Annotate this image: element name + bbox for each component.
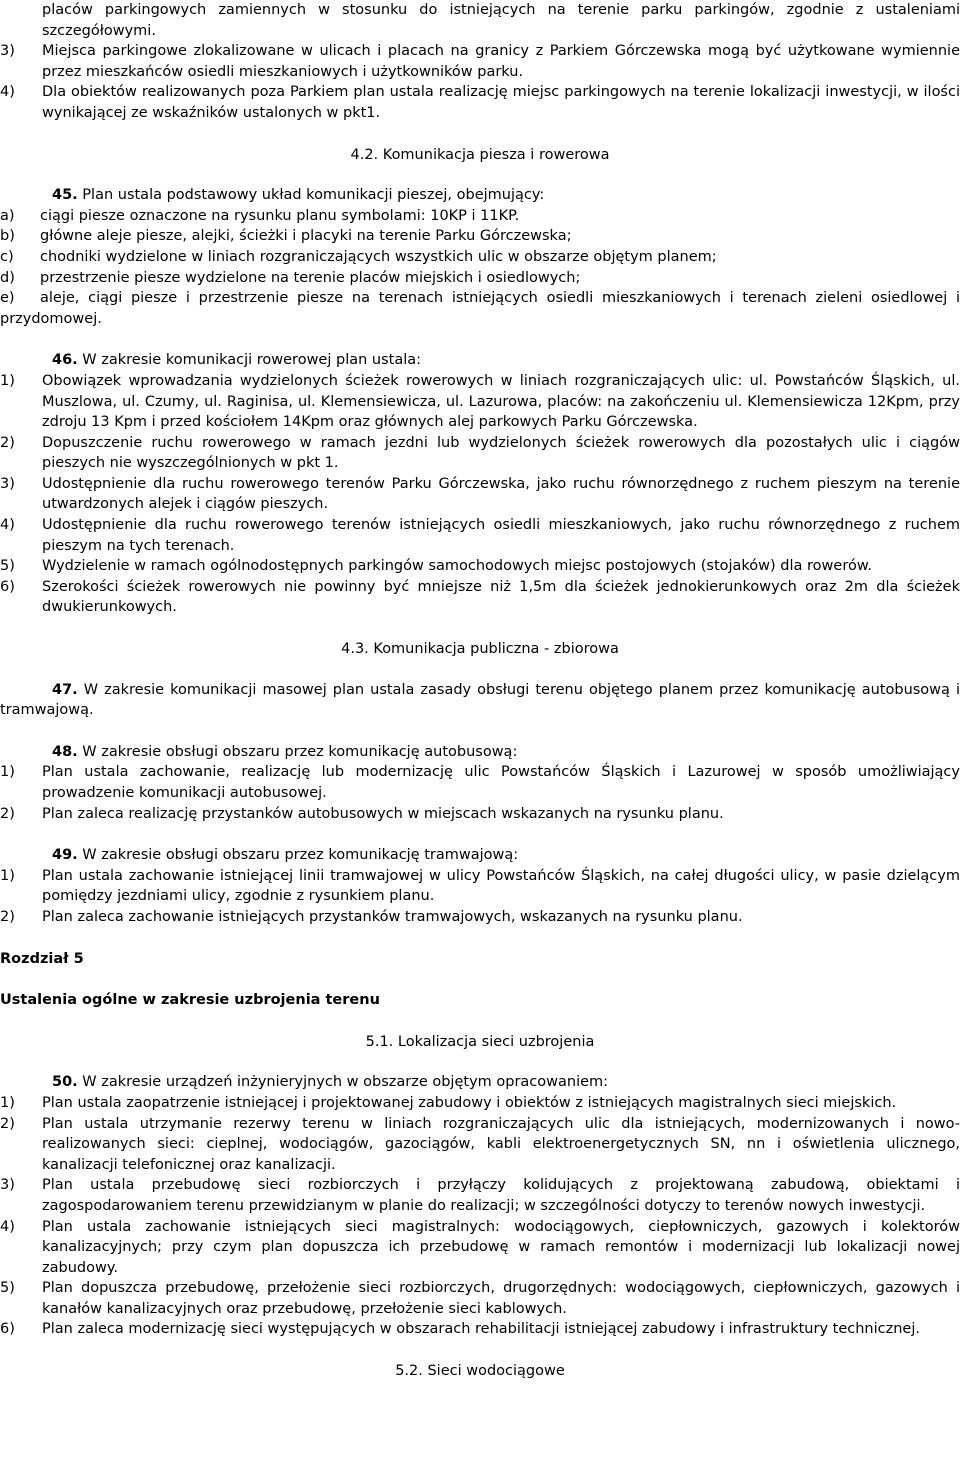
list-item [0, 1093, 960, 1114]
item-text: Udostępnienie dla ruchu rowerowego terenów istniejących osiedli mieszkaniowych, jako ruchu równorzędnego z ruchem pieszym na tych terenach. [42, 517, 960, 554]
list-item [0, 247, 960, 268]
section-heading-5-1: 5.1. Lokalizacja sieci uzbrojenia [365, 1033, 595, 1050]
list-item [0, 1278, 960, 1319]
item-text: Plan zaleca zachowanie istniejących przystanków tramwajowych, wskazanych na rysunku planu. [42, 908, 743, 925]
item-text: Plan ustala zachowanie istniejących sieci magistralnych: wodociągowych, ciepłowniczych, gazowych i kolektorów kanalizacyjnych; przy czym plan dopuszcza ich przebudowę w ramach remontów i modernizacji lub lokalizacji nowej zabudowy. [42, 1218, 960, 1276]
paragraph-48 [0, 742, 960, 763]
item-text: Wydzielenie w ramach ogólnodostępnych parkingów samochodowych miejsc postojowych (stojaków) dla rowerów. [42, 558, 872, 575]
paragraph-number: 50. [52, 1074, 78, 1091]
list-item [0, 371, 960, 433]
item-number: 4) [0, 84, 15, 101]
item-number: 1) [0, 867, 15, 884]
item-number: 5) [0, 558, 15, 575]
item-letter: d) [0, 269, 15, 286]
chapter-label: Rozdział 5 [0, 950, 84, 967]
item-text: Plan ustala zachowanie, realizację lub modernizację ulic Powstańców Śląskich i Lazurowej w sposób umożliwiający prowadzenie komunikacji autobusowej. [42, 764, 960, 801]
item-number: 2) [0, 805, 15, 822]
item-text: Udostępnienie dla ruchu rowerowego terenów Parku Górczewska, jako ruchu równorzędnego z ruchem pieszym na terenie utwardzonych alejek i ciągów pieszych. [42, 475, 960, 513]
list-item [0, 433, 960, 474]
paragraph-number: 49. [52, 847, 78, 864]
item-number: 6) [0, 578, 15, 595]
paragraph-49 [0, 845, 960, 866]
list-item [0, 206, 960, 227]
item-number: 5) [0, 1280, 15, 1297]
item-text: Dopuszczenie ruchu rowerowego w ramach jezdni lub wydzielonych ścieżek rowerowych dla pozostałych ulic i ciągów pieszych nie wyszczególnionych w pkt 1. [42, 434, 960, 472]
item-number: 1) [0, 1094, 15, 1111]
paragraph-number: 48. [52, 743, 78, 760]
list-item [0, 474, 960, 515]
list-item [0, 515, 960, 556]
paragraph-intro: W zakresie obsługi obszaru przez komunikację tramwajową: [82, 847, 519, 864]
item-number: 4) [0, 1218, 15, 1235]
item-text: Obowiązek wprowadzania wydzielonych ścieżek rowerowych w liniach rozgraniczających ulic: ul. Powstańców Śląskich, ul. Muszlowa, ul. Czumy, ul. Raginisa, ul. Klemensiewicza, ul. Lazurowa, placów: na zakończeniu ul. Klemensiewicza 12Kpm, przy zdroju 13 Kpm i przed kościołem 14Kpm oraz głównych alej parkowych Parku Górczewska. [42, 372, 960, 431]
paragraph-intro: W zakresie obsługi obszaru przez komunikację autobusową: [82, 743, 518, 760]
list-item [0, 577, 960, 618]
section-heading-4-3: 4.3. Komunikacja publiczna - zbiorowa [341, 641, 619, 658]
list-item [0, 1319, 960, 1340]
list-item [0, 907, 960, 928]
item-text: chodniki wydzielone w liniach rozgraniczających wszystkich ulic w obszarze objętym planem; [40, 248, 717, 265]
paragraph-47 [0, 680, 960, 721]
paragraph-number: 47. [52, 681, 78, 698]
item-letter: a) [0, 207, 15, 224]
list-item [0, 226, 960, 247]
item-letter: b) [0, 228, 15, 245]
paragraph-intro: W zakresie urządzeń inżynieryjnych w obszarze objętym opracowaniem: [82, 1074, 609, 1091]
item-text: Miejsca parkingowe zlokalizowane w ulicach i placach na granicy z Parkiem Górczewska mogą być użytkowane wymiennie przez mieszkańców osiedli mieszkaniowych i użytkowników parku. [42, 43, 960, 80]
item-number: 3) [0, 43, 15, 60]
section-heading-5-2: 5.2. Sieci wodociągowe [395, 1363, 565, 1380]
item-number: 4) [0, 517, 15, 534]
list-item [0, 1175, 960, 1216]
item-text: ciągi piesze oznaczone na rysunku planu symbolami: 10KP i 11KP. [40, 207, 520, 224]
item-letter: c) [0, 248, 14, 265]
paragraph-50 [0, 1072, 960, 1093]
list-item [0, 556, 960, 577]
paragraph-intro: W zakresie komunikacji masowej plan ustala zasady obsługi terenu objętego planem przez komunikację autobusową i tramwajową. [0, 681, 960, 719]
list-item [0, 762, 960, 803]
chapter-title: Ustalenia ogólne w zakresie uzbrojenia terenu [0, 992, 380, 1009]
item-text: Szerokości ścieżek rowerowych nie powinny być mniejsze niż 1,5m dla ścieżek jednokierunkowych oraz 2m dla ścieżek dwukierunkowych. [42, 578, 960, 616]
paragraph-number: 45. [52, 187, 78, 204]
list-item [0, 1114, 960, 1176]
item-text: przestrzenie piesze wydzielone na terenie placów miejskich i osiedlowych; [40, 269, 581, 286]
list-item [0, 268, 960, 289]
paragraph-45 [0, 185, 960, 206]
list-item [0, 82, 960, 123]
paragraph-intro: W zakresie komunikacji rowerowej plan ustala: [82, 352, 422, 369]
list-item [0, 804, 960, 825]
list-item [0, 41, 960, 82]
item-number: 2) [0, 434, 15, 451]
paragraph-intro: Plan ustala podstawowy układ komunikacji pieszej, obejmujący: [82, 187, 545, 204]
paragraph-46 [0, 350, 960, 371]
paragraph-number: 46. [52, 352, 78, 369]
list-item [0, 1217, 960, 1279]
list-item [0, 866, 960, 907]
item-number: 1) [0, 372, 15, 389]
item-letter: e) [0, 290, 15, 307]
item-text: Plan ustala utrzymanie rezerwy terenu w liniach rozgraniczających ulic dla istniejących, modernizowanych i nowo-realizowanych sieci: cieplnej, wodociągów, gazociągów, kabli elektroenergetycznych SN, nn i oświetlenia ulicznego, kanalizacji telefonicznej oraz kanalizacji. [42, 1115, 960, 1173]
item-text: Plan ustala zaopatrzenie istniejącej i projektowanej zabudowy i obiektów z istniejących magistralnych sieci miejskich. [42, 1094, 897, 1111]
item-number: 3) [0, 475, 15, 492]
item-number: 1) [0, 764, 15, 781]
item-text: Dla obiektów realizowanych poza Parkiem plan ustala realizację miejsc parkingowych na terenie lokalizacji inwestycji, w ilości wynikającej ze wskaźników ustalonych w pkt1. [42, 84, 960, 121]
item-text: Plan ustala zachowanie istniejącej linii tramwajowej w ulicy Powstańców Śląskich, na całej długości ulicy, w pasie dzielącym pomiędzy jezdniami ulicy, zgodnie z rysunkiem planu. [42, 867, 960, 905]
item-text: główne aleje piesze, alejki, ścieżki i placyki na terenie Parku Górczewska; [40, 228, 572, 245]
item-number: 2) [0, 1115, 15, 1132]
item-text: aleje, ciągi piesze i przestrzenie piesze na terenach istniejących osiedli mieszkaniowych i terenach zieleni osiedlowej i przydomowej. [0, 290, 960, 327]
section-heading-4-2: 4.2. Komunikacja piesza i rowerowa [350, 146, 610, 163]
item-text: Plan zaleca realizację przystanków autobusowych w miejscach wskazanych na rysunku planu. [42, 805, 724, 822]
item-text: Plan dopuszcza przebudowę, przełożenie sieci rozbiorczych, drugorzędnych: wodociągowych, ciepłowniczych, gazowych i kanałów kanalizacyjnych oraz przebudowę, przełożenie sieci kablowych. [42, 1280, 960, 1317]
item-text: Plan ustala przebudowę sieci rozbiorczych i przyłączy kolidujących z projektowaną zabudową, obiektami i zagospodarowaniem terenu przewidzianym w planie do realizacji; w szczególności dotyczy to terenów nowych inwestycji. [42, 1177, 960, 1214]
item-number: 3) [0, 1177, 15, 1194]
continuation-text: placów parkingowych zamiennych w stosunku do istniejących na terenie parku parkingów, zgodnie z ustaleniami szczegółowymi. [42, 2, 960, 39]
list-item-e [0, 288, 960, 329]
item-number: 2) [0, 908, 15, 925]
item-text: Plan zaleca modernizację sieci występujących w obszarach rehabilitacji istniejącej zabudowy i infrastruktury technicznej. [42, 1321, 920, 1338]
item-number: 6) [0, 1321, 15, 1338]
